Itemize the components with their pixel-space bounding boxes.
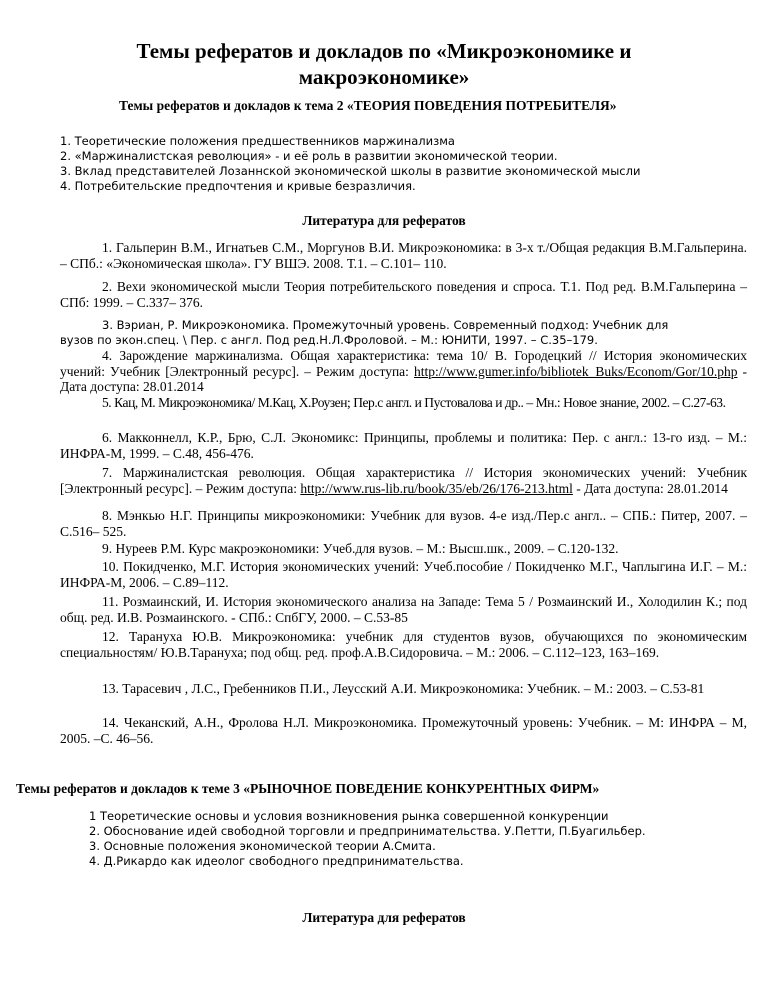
topic-item: 1. Теоретические положения предшественников маржинализма [60,134,455,148]
lit-item-8: 8. Мэнкью Н.Г. Принципы микроэкономики: Учебник для вузов. 4-е изд./Пер.с англ.. – СПБ.: Питер, 2007. – С.516– 525. [60,508,747,539]
lit-item-7-date: - Дата доступа: 28.01.2014 [572,480,728,496]
lit-item-12: 12. Тарануха Ю.В. Микроэкономика: учебник для студентов вузов, обучающихся по экономическим специальностям/ Ю.В.Тарануха; под общ. ред. проф.А.В.Сидоровича. – М.: 2006. – С.112–123, 163–169. [60,629,747,660]
lit-item-7-text: 7. Маржиналистская революция. Общая характеристика // История экономических учений: Учебник [Электронный ресурс]. – Режим доступа: [60,465,747,496]
lit-item-4-text: 4. Зарождение маржинализма. Общая характеристика: тема 10/ В. Городецкий // История экономических учений: Учебник [Электронный ресурс]. – Режим доступа: [60,348,747,379]
topic-item: 3. Основные положения экономической теории А.Смита. [89,839,436,853]
lit-item-2: 2. Вехи экономической мысли Теория потребительского поведения и спроса. Т.1. Под ред. В.М.Гальперина – СПб: 1999. – С.337– 376. [60,279,747,310]
lit-item-3-line2: вузов по экон.спец. \ Пер. с англ. Под ред.Н.Л.Фроловой. – М.: ЮНИТИ, 1997. – С.35–179. [60,333,598,347]
topic-item: 2. Обоснование идей свободной торговли и предпринимательства. У.Петти, П.Буагильбер. [89,824,646,838]
lit-item-4 [60,348,747,395]
lit-item-6: 6. Макконнелл, К.Р., Брю, С.Л. Экономикс: Принципы, проблемы и политика: Пер. с англ.: 13-го изд. – М.: ИНФРА-М, 1999. – С.48, 456-476. [60,430,747,461]
lit-item-1: 1. Гальперин В.М., Игнатьев С.М., Моргунов В.И. Микроэкономика: в 3-х т./Общая редакция В.М.Гальперина. – СПб.: «Экономическая школа». ГУ ВШЭ. 2008. Т.1. – С.101– 110. [60,240,747,271]
topic-item: 4. Потребительские предпочтения и кривые безразличия. [60,179,416,193]
literature-heading-2: Литература для рефератов [302,910,466,925]
lit-item-9: 9. Нуреев Р.М. Курс макроэкономики: Учеб.для вузов. – М.: Высш.шк., 2009. – С.120-132. [102,541,619,556]
section-3-topics [89,809,646,869]
section-2-topics [60,134,640,194]
lit-item-10: 10. Покидченко, М.Г. История экономических учений: Учеб.пособие / Покидченко М.Г., Чаплыгина И.Г. – М.: ИНФРА-М, 2006. – С.89–112. [60,559,747,590]
lit-item-4-link[interactable]: http://www.gumer.info/bibliotek_Buks/Econom/Gor/10.php [413,363,738,379]
lit-item-7-link[interactable]: http://www.rus-lib.ru/book/35/eb/26/176-213.html [300,480,573,496]
lit-item-14: 14. Чеканский, А.Н., Фролова Н.Л. Микроэкономика. Промежуточный уровень: Учебник. – М: ИНФРА – М, 2005. –С. 46–56. [60,715,747,746]
page-title: Темы рефератов и докладов по «Микроэкономике и макроэкономике» [136,39,632,89]
lit-item-11: 11. Розмаинский, И. История экономического анализа на Западе: Тема 5 / Розмаинский И., Холодилин К.; под общ. ред. И.В. Розмаинского. - СПб.: СпбГУ, 2000. – С.53-85 [60,594,747,625]
lit-item-5: 5. Кац, М. Микроэкономика/ М.Кац, Х.Роузен; Пер.с англ. и Пустовалова и др.. – Мн.: Новое знание, 2002. – С.27-63. [102,395,726,410]
topic-item: 2. «Маржиналистская революция» - и её роль в развитии экономической теории. [60,149,558,163]
lit-item-13: 13. Тарасевич , Л.С., Гребенников П.И., Леусский А.И. Микроэкономика: Учебник. – М.: 2003. – С.53-81 [102,681,705,696]
topic-item: 3. Вклад представителей Лозаннской экономической школы в развитие экономической мысли [60,164,641,178]
section-2-heading: Темы рефератов и докладов к тема 2 «ТЕОРИЯ ПОВЕДЕНИЯ ПОТРЕБИТЕЛЯ» [119,98,617,113]
topic-item: 4. Д.Рикардо как идеолог свободного предпринимательства. [89,854,464,868]
literature-heading: Литература для рефератов [302,213,466,228]
section-3-heading: Темы рефератов и докладов к теме 3 «РЫНОЧНОЕ ПОВЕДЕНИЕ КОНКУРЕНТНЫХ ФИРМ» [16,781,600,796]
lit-item-7 [60,465,747,496]
topic-item: 1 Теоретические основы и условия возникновения рынка совершенной конкуренции [89,809,609,823]
lit-item-3-line1: 3. Вэриан, Р. Микроэкономика. Промежуточный уровень. Современный подход: Учебник для [102,318,669,332]
lit-item-4-date: - Дата доступа: 28.01.2014 [60,363,747,394]
